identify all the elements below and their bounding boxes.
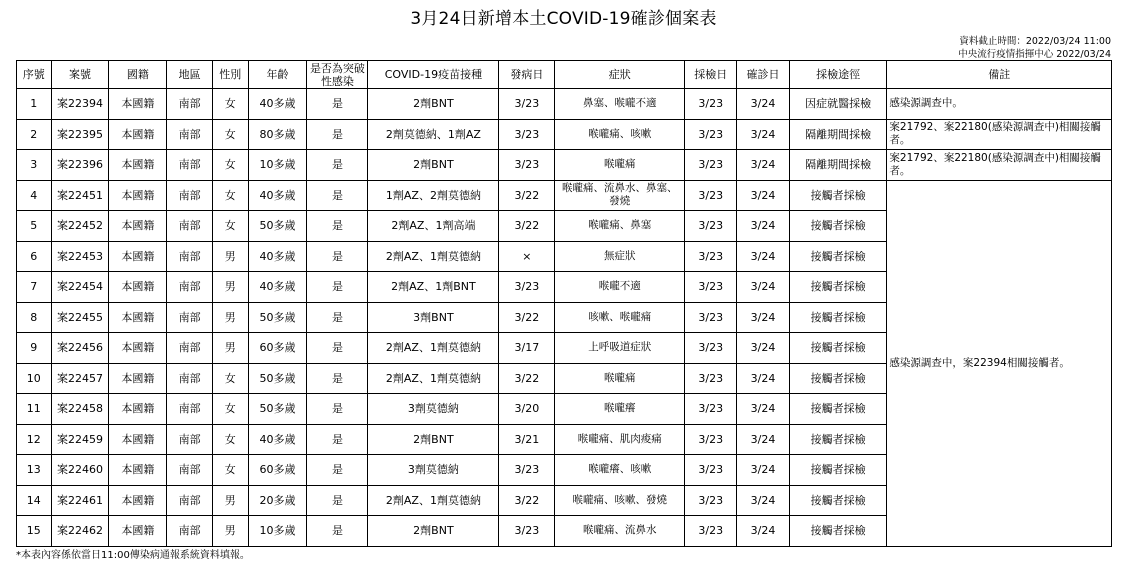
cell-breakthrough: 是 — [307, 211, 368, 242]
cell-sample-date: 3/23 — [685, 394, 737, 425]
cell-note: 案21792、案22180(感染源調查中)相關接觸者。 — [887, 119, 1112, 150]
cell-sex: 女 — [213, 89, 249, 120]
page-title: 3月24日新增本土COVID-19確診個案表 — [410, 9, 717, 29]
cell-region: 南部 — [167, 302, 213, 333]
cell-sex: 女 — [213, 455, 249, 486]
cell-vaccine: 2劑BNT — [368, 424, 499, 455]
cell-symptoms: 喉嚨痛 — [555, 363, 685, 394]
cell-nationality: 本國籍 — [109, 272, 167, 303]
cell-vaccine: 3劑莫德納 — [368, 394, 499, 425]
cell-confirm-date: 3/24 — [737, 119, 790, 150]
cell-region: 南部 — [167, 241, 213, 272]
cell-breakthrough: 是 — [307, 89, 368, 120]
cell-confirm-date: 3/24 — [737, 89, 790, 120]
cell-region: 南部 — [167, 455, 213, 486]
cell-region: 南部 — [167, 89, 213, 120]
cell-no: 11 — [17, 394, 52, 425]
cell-route: 接觸者採檢 — [789, 485, 887, 516]
cell-onset: 3/23 — [499, 516, 555, 547]
cell-sex: 男 — [213, 241, 249, 272]
cell-confirm-date: 3/24 — [737, 180, 790, 211]
col-header-nationality: 國籍 — [109, 61, 167, 89]
cell-age: 50多歲 — [248, 394, 307, 425]
cell-sex: 男 — [213, 516, 249, 547]
cell-age: 50多歲 — [248, 363, 307, 394]
cell-sample-date: 3/23 — [685, 211, 737, 242]
cell-breakthrough: 是 — [307, 180, 368, 211]
cell-sex: 女 — [213, 119, 249, 150]
cell-symptoms: 喉嚨癢 — [555, 394, 685, 425]
cell-no: 9 — [17, 333, 52, 364]
cell-route: 接觸者採檢 — [789, 424, 887, 455]
cell-symptoms: 咳嗽、喉嚨痛 — [555, 302, 685, 333]
cell-region: 南部 — [167, 119, 213, 150]
cell-symptoms: 喉嚨痛、咳嗽、發燒 — [555, 485, 685, 516]
cell-confirm-date: 3/24 — [737, 424, 790, 455]
cell-nationality: 本國籍 — [109, 363, 167, 394]
cell-nationality: 本國籍 — [109, 455, 167, 486]
cell-sex: 男 — [213, 272, 249, 303]
table-row — [17, 89, 1112, 120]
cell-case: 案22395 — [51, 119, 109, 150]
cell-sample-date: 3/23 — [685, 150, 737, 181]
cell-route: 接觸者採檢 — [789, 455, 887, 486]
cell-case: 案22456 — [51, 333, 109, 364]
cell-no: 10 — [17, 363, 52, 394]
cell-no: 1 — [17, 89, 52, 120]
cell-sample-date: 3/23 — [685, 272, 737, 303]
cell-region: 南部 — [167, 394, 213, 425]
cell-sex: 女 — [213, 180, 249, 211]
table-row — [17, 119, 1112, 150]
cell-no: 5 — [17, 211, 52, 242]
cell-no: 12 — [17, 424, 52, 455]
col-header-vaccine: COVID-19疫苗接種 — [368, 61, 499, 89]
cell-no: 7 — [17, 272, 52, 303]
cell-confirm-date: 3/24 — [737, 516, 790, 547]
cell-onset: 3/22 — [499, 485, 555, 516]
cell-vaccine: 2劑AZ、1劑莫德納 — [368, 363, 499, 394]
cell-breakthrough: 是 — [307, 485, 368, 516]
cell-symptoms: 喉嚨痛、肌肉痠痛 — [555, 424, 685, 455]
cell-route: 接觸者採檢 — [789, 180, 887, 211]
cell-onset: 3/17 — [499, 333, 555, 364]
cell-confirm-date: 3/24 — [737, 302, 790, 333]
cell-nationality: 本國籍 — [109, 180, 167, 211]
cell-region: 南部 — [167, 333, 213, 364]
cell-symptoms: 鼻塞、喉嚨不適 — [555, 89, 685, 120]
cell-onset: 3/23 — [499, 150, 555, 181]
cell-nationality: 本國籍 — [109, 485, 167, 516]
cell-case: 案22396 — [51, 150, 109, 181]
cell-vaccine: 1劑AZ、2劑莫德納 — [368, 180, 499, 211]
col-header-onset: 發病日 — [499, 61, 555, 89]
cell-confirm-date: 3/24 — [737, 485, 790, 516]
cell-sample-date: 3/23 — [685, 333, 737, 364]
table-row — [17, 180, 1112, 211]
cell-symptoms: 喉嚨痛 — [555, 150, 685, 181]
cell-nationality: 本國籍 — [109, 302, 167, 333]
cell-breakthrough: 是 — [307, 150, 368, 181]
cell-onset: 3/23 — [499, 272, 555, 303]
cell-confirm-date: 3/24 — [737, 272, 790, 303]
cell-sample-date: 3/23 — [685, 302, 737, 333]
cell-case: 案22394 — [51, 89, 109, 120]
table-header-row — [17, 61, 1112, 89]
cell-case: 案22455 — [51, 302, 109, 333]
cell-age: 40多歲 — [248, 424, 307, 455]
cell-age: 50多歲 — [248, 302, 307, 333]
col-header-sex: 性別 — [213, 61, 249, 89]
cell-sex: 男 — [213, 485, 249, 516]
col-header-confirm-date: 確診日 — [737, 61, 790, 89]
cell-age: 60多歲 — [248, 333, 307, 364]
cell-age: 40多歲 — [248, 180, 307, 211]
cell-symptoms: 喉嚨痛、流鼻水、鼻塞、發燒 — [555, 180, 685, 211]
cell-case: 案22454 — [51, 272, 109, 303]
cell-symptoms: 上呼吸道症狀 — [555, 333, 685, 364]
cell-route: 接觸者採檢 — [789, 363, 887, 394]
cell-breakthrough: 是 — [307, 302, 368, 333]
cell-route: 接觸者採檢 — [789, 272, 887, 303]
cell-case: 案22451 — [51, 180, 109, 211]
cell-case: 案22453 — [51, 241, 109, 272]
cell-nationality: 本國籍 — [109, 394, 167, 425]
cell-sex: 男 — [213, 302, 249, 333]
cell-symptoms: 無症狀 — [555, 241, 685, 272]
cell-age: 20多歲 — [248, 485, 307, 516]
cell-nationality: 本國籍 — [109, 89, 167, 120]
cell-region: 南部 — [167, 424, 213, 455]
cell-nationality: 本國籍 — [109, 424, 167, 455]
cell-route: 接觸者採檢 — [789, 394, 887, 425]
cell-route: 隔離期間採檢 — [789, 150, 887, 181]
cell-route: 接觸者採檢 — [789, 241, 887, 272]
cell-case: 案22459 — [51, 424, 109, 455]
cell-region: 南部 — [167, 150, 213, 181]
cell-breakthrough: 是 — [307, 516, 368, 547]
cell-age: 80多歲 — [248, 119, 307, 150]
data-cutoff-time: 資料截止時間：2022/03/24 11:00 — [959, 36, 1111, 47]
cell-breakthrough: 是 — [307, 455, 368, 486]
cell-symptoms: 喉嚨痛、咳嗽 — [555, 119, 685, 150]
cell-sample-date: 3/23 — [685, 241, 737, 272]
cell-sample-date: 3/23 — [685, 485, 737, 516]
cell-nationality: 本國籍 — [109, 119, 167, 150]
cell-vaccine: 3劑莫德納 — [368, 455, 499, 486]
cell-vaccine: 2劑BNT — [368, 516, 499, 547]
cell-nationality: 本國籍 — [109, 150, 167, 181]
cell-onset: 3/22 — [499, 211, 555, 242]
cell-sex: 女 — [213, 424, 249, 455]
cell-nationality: 本國籍 — [109, 516, 167, 547]
table-row — [17, 150, 1112, 181]
cell-route: 接觸者採檢 — [789, 302, 887, 333]
col-header-route: 採檢途徑 — [789, 61, 887, 89]
cell-region: 南部 — [167, 180, 213, 211]
cell-onset: 3/23 — [499, 455, 555, 486]
cell-onset: 3/21 — [499, 424, 555, 455]
cell-sample-date: 3/23 — [685, 424, 737, 455]
col-header-symptoms: 症狀 — [555, 61, 685, 89]
cell-age: 40多歲 — [248, 89, 307, 120]
col-header-case: 案號 — [51, 61, 109, 89]
col-header-region: 地區 — [167, 61, 213, 89]
cell-confirm-date: 3/24 — [737, 455, 790, 486]
cell-sex: 女 — [213, 211, 249, 242]
case-table — [16, 60, 1112, 547]
cell-case: 案22462 — [51, 516, 109, 547]
cell-route: 隔離期間採檢 — [789, 119, 887, 150]
cell-vaccine: 2劑AZ、1劑莫德納 — [368, 241, 499, 272]
col-header-age: 年齡 — [248, 61, 307, 89]
cell-sample-date: 3/23 — [685, 455, 737, 486]
cell-route: 接觸者採檢 — [789, 211, 887, 242]
cell-no: 14 — [17, 485, 52, 516]
cell-region: 南部 — [167, 485, 213, 516]
cell-note: 案21792、案22180(感染源調查中)相關接觸者。 — [887, 150, 1112, 181]
cell-onset: 3/22 — [499, 363, 555, 394]
cell-case: 案22461 — [51, 485, 109, 516]
cell-confirm-date: 3/24 — [737, 211, 790, 242]
cell-sex: 男 — [213, 333, 249, 364]
cell-breakthrough: 是 — [307, 241, 368, 272]
cell-route: 因症就醫採檢 — [789, 89, 887, 120]
cell-vaccine: 2劑BNT — [368, 89, 499, 120]
cell-onset: 3/23 — [499, 89, 555, 120]
cell-route: 接觸者採檢 — [789, 333, 887, 364]
cell-confirm-date: 3/24 — [737, 363, 790, 394]
cell-onset: 3/22 — [499, 302, 555, 333]
cell-case: 案22458 — [51, 394, 109, 425]
cell-symptoms: 喉嚨不適 — [555, 272, 685, 303]
cell-sample-date: 3/23 — [685, 363, 737, 394]
cell-vaccine: 2劑AZ、1劑莫德納 — [368, 333, 499, 364]
cell-sample-date: 3/23 — [685, 89, 737, 120]
cell-region: 南部 — [167, 272, 213, 303]
cell-no: 8 — [17, 302, 52, 333]
cell-vaccine: 2劑AZ、1劑莫德納 — [368, 485, 499, 516]
cell-breakthrough: 是 — [307, 272, 368, 303]
cell-vaccine: 2劑AZ、1劑BNT — [368, 272, 499, 303]
cell-vaccine: 3劑BNT — [368, 302, 499, 333]
cell-sample-date: 3/23 — [685, 516, 737, 547]
cell-case: 案22452 — [51, 211, 109, 242]
cell-vaccine: 2劑BNT — [368, 150, 499, 181]
cell-sex: 女 — [213, 150, 249, 181]
cell-age: 40多歲 — [248, 241, 307, 272]
cell-confirm-date: 3/24 — [737, 333, 790, 364]
cell-breakthrough: 是 — [307, 333, 368, 364]
col-header-no: 序號 — [17, 61, 52, 89]
col-header-sample-date: 採檢日 — [685, 61, 737, 89]
cell-breakthrough: 是 — [307, 119, 368, 150]
cell-sex: 女 — [213, 394, 249, 425]
source-agency: 中央流行疫情指揮中心 2022/03/24 — [958, 49, 1111, 60]
cell-breakthrough: 是 — [307, 394, 368, 425]
cell-age: 50多歲 — [248, 211, 307, 242]
cell-nationality: 本國籍 — [109, 211, 167, 242]
cell-no: 13 — [17, 455, 52, 486]
cell-onset: × — [499, 241, 555, 272]
cell-symptoms: 喉嚨癢、咳嗽 — [555, 455, 685, 486]
cell-breakthrough: 是 — [307, 424, 368, 455]
col-header-note: 備註 — [887, 61, 1112, 89]
cell-vaccine: 2劑AZ、1劑高端 — [368, 211, 499, 242]
cell-route: 接觸者採檢 — [789, 516, 887, 547]
case-rows — [17, 89, 1112, 547]
cell-no: 4 — [17, 180, 52, 211]
cell-onset: 3/22 — [499, 180, 555, 211]
cell-no: 15 — [17, 516, 52, 547]
cell-no: 6 — [17, 241, 52, 272]
cell-vaccine: 2劑莫德納、1劑AZ — [368, 119, 499, 150]
cell-region: 南部 — [167, 516, 213, 547]
cell-confirm-date: 3/24 — [737, 241, 790, 272]
cell-case: 案22457 — [51, 363, 109, 394]
cell-symptoms: 喉嚨痛、流鼻水 — [555, 516, 685, 547]
cell-confirm-date: 3/24 — [737, 150, 790, 181]
cell-no: 3 — [17, 150, 52, 181]
cell-symptoms: 喉嚨痛、鼻塞 — [555, 211, 685, 242]
cell-nationality: 本國籍 — [109, 333, 167, 364]
cell-region: 南部 — [167, 363, 213, 394]
cell-age: 60多歲 — [248, 455, 307, 486]
cell-sample-date: 3/23 — [685, 119, 737, 150]
cell-note-merged: 感染源調查中，案22394相關接觸者。 — [887, 180, 1112, 546]
footnote: *本表內容係依當日11:00傳染病通報系統資料填報。 — [16, 550, 250, 561]
cell-onset: 3/20 — [499, 394, 555, 425]
cell-sample-date: 3/23 — [685, 180, 737, 211]
cell-region: 南部 — [167, 211, 213, 242]
cell-age: 10多歲 — [248, 516, 307, 547]
cell-breakthrough: 是 — [307, 363, 368, 394]
col-header-breakthrough: 是否為突破性感染 — [307, 61, 368, 89]
cell-confirm-date: 3/24 — [737, 394, 790, 425]
cell-no: 2 — [17, 119, 52, 150]
cell-case: 案22460 — [51, 455, 109, 486]
cell-sex: 女 — [213, 363, 249, 394]
cell-nationality: 本國籍 — [109, 241, 167, 272]
cell-age: 40多歲 — [248, 272, 307, 303]
cell-note: 感染源調查中。 — [887, 89, 1112, 120]
cell-onset: 3/23 — [499, 119, 555, 150]
cell-age: 10多歲 — [248, 150, 307, 181]
